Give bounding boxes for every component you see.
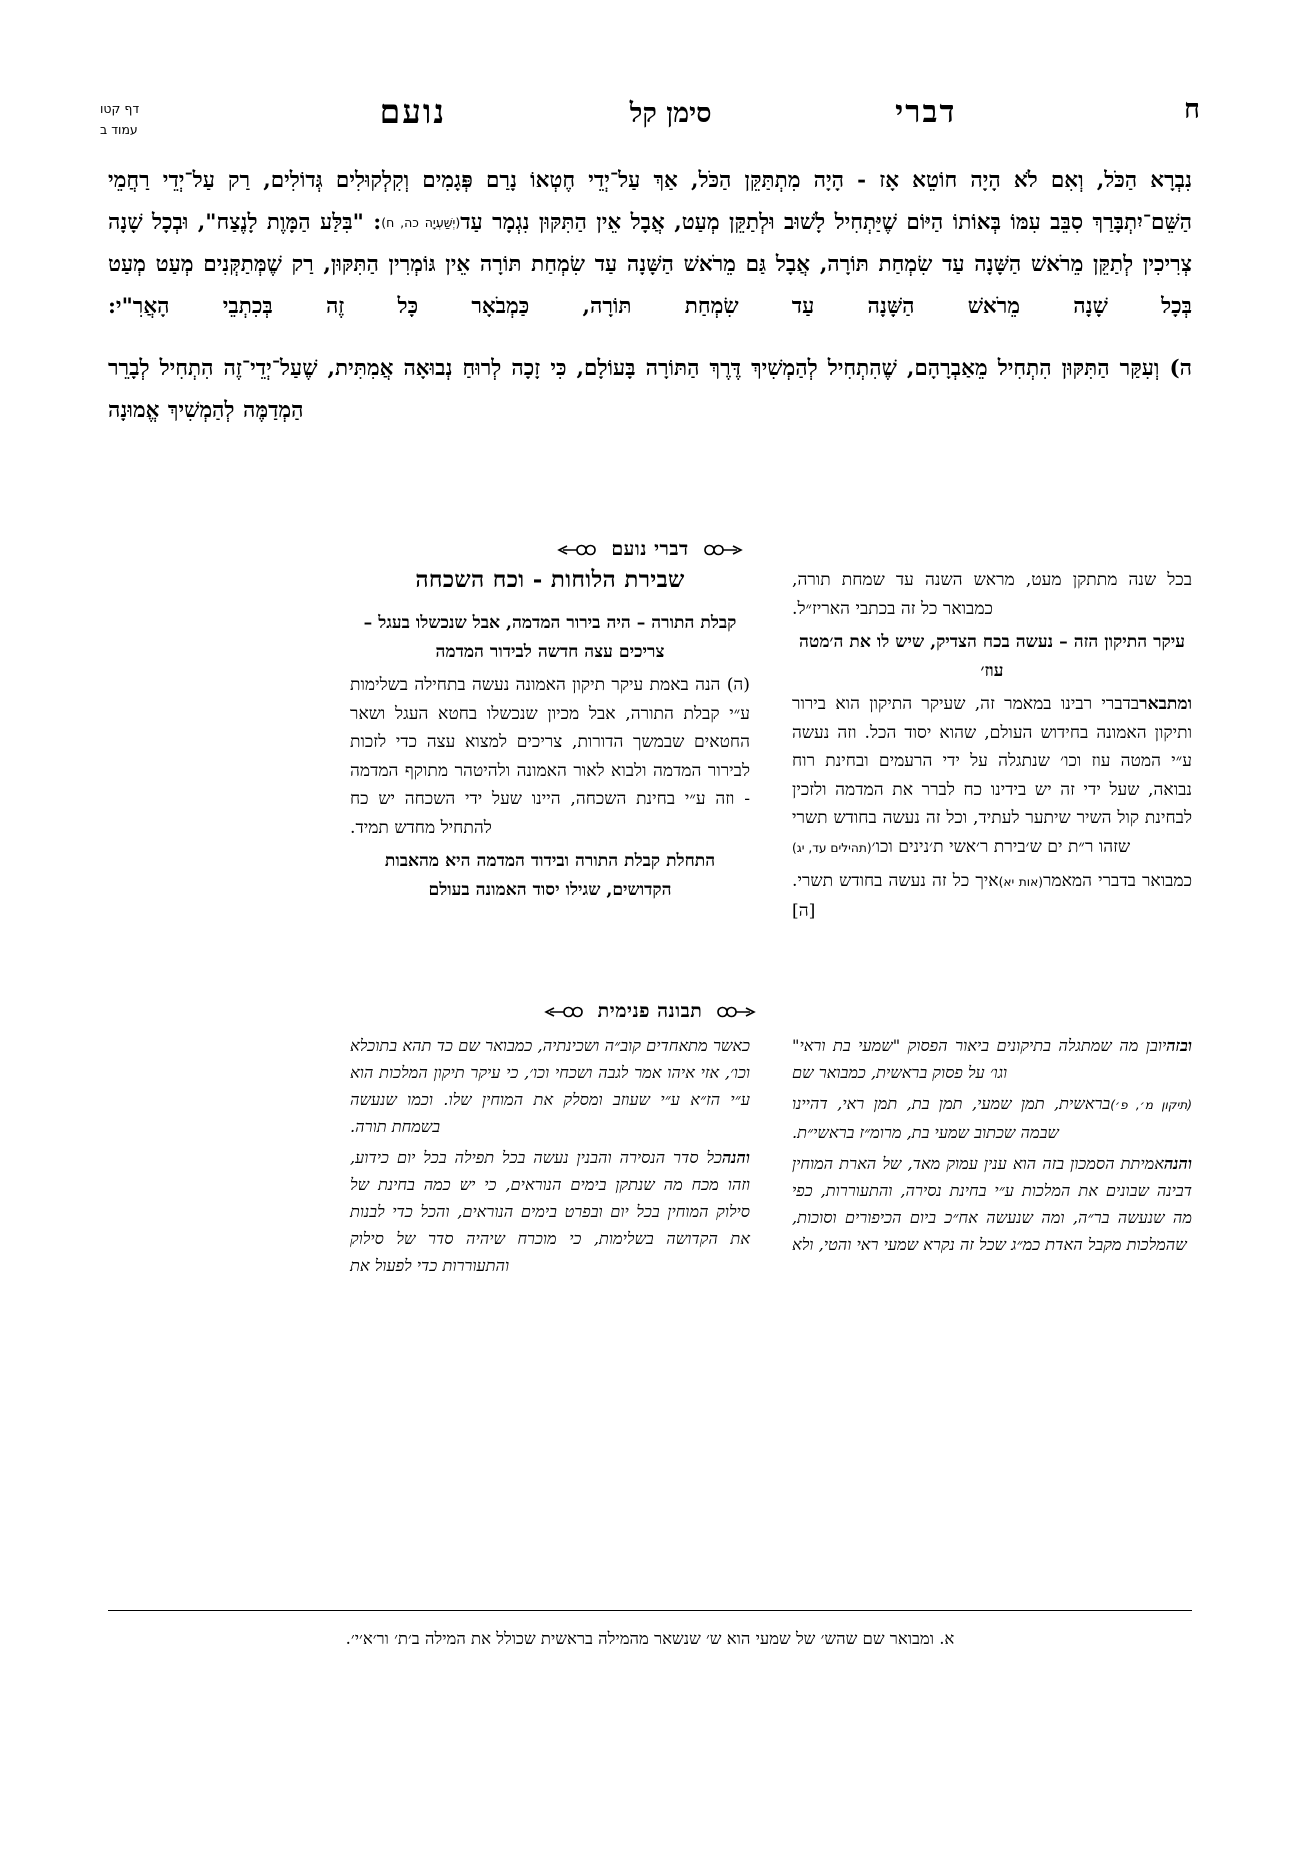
paragraph-bold-text: התחלת קבלת התורה ובידוד המדמה היא מהאבות הקדושים, שגילו יסוד האמונה בעולם bbox=[384, 851, 716, 900]
folio-line-2: עמוד ב bbox=[100, 121, 138, 137]
paragraph-bold bbox=[792, 628, 1192, 685]
paragraph-body: בראשית, תמן שמעי, תמן בת, תמן ראי, דהיינו שבמה שכתוב שמעי בת, מרומ״ז בראשי״ת. bbox=[792, 1094, 1111, 1142]
footnote-divider bbox=[108, 1610, 1192, 1611]
folio-reference bbox=[100, 92, 196, 140]
paragraph-body: כל סדר הנסירה והבנין נעשה בכל תפילה בכל יום כידוע, וזהו מכח מה שנתקן בימים הנוראים, כי יש כמה בחינת של סילוק המוחין בכל יום ובפרט בימים הנוראים, והכל כדי לבנות את הקדושה בשלימות, כי מוכרח שיהיה סדר של סילוק והתעוררות כדי לפעול את bbox=[350, 1148, 750, 1275]
section-b-columns bbox=[108, 1032, 1192, 1283]
section-a-right-column bbox=[792, 566, 1192, 930]
paragraph-lead-word: והנה bbox=[721, 1148, 750, 1167]
citation-tikunim: (תיקון מ׳, פ׳) bbox=[1110, 1098, 1192, 1112]
paragraph bbox=[350, 1144, 750, 1279]
citation-tehillim: (תהילים עד, יג) bbox=[792, 840, 872, 855]
section-a-heading: שבירת הלוחות - וכח השכחה bbox=[415, 566, 685, 593]
section-banner-divrei-noam bbox=[0, 538, 1300, 561]
paragraph-bold bbox=[350, 609, 750, 666]
footnote bbox=[108, 1626, 1192, 1652]
section-b-right-column bbox=[792, 1032, 1192, 1283]
main-paragraph-1-part-b: : "בִּלַּע הַמָּוֶת לָנֶצַח", וּבְכָל שָׁנָה צְרִיכִין לְתַקֵּן מֵרֹאשׁ הַשָּׁנָה עַד שִׂמְחַת תּוֹרָה, אֲבָל גַּם מֵרֹאשׁ הַשָּׁנָה עַד שִׂמְחַת תּוֹרָה אֵין גּוֹמְרִין הַתִּקּוּן, רַק שֶׁמְּתַקְּנִים מְעַט מְעַט בְּכָל שָׁנָה מֵרֹאשׁ הַשָּׁנָה עַד שִׂמְחַת תּוֹרָה, כַּמְבֹאָר כָּל זֶה בְּכִתְבֵי הָאֲרִ"י: bbox=[108, 210, 1192, 319]
main-vocalized-text bbox=[108, 160, 1192, 432]
page-header bbox=[100, 92, 1200, 148]
paragraph: (ה) הנה באמת עיקר תיקון האמונה נעשה בתחילה בשלימות ע״י קבלת התורה, אבל מכיון שנכשלו בחטא העגל ושאר החטאים שבמשך הדורות, צריכים למצוא עצה כדי לזכות לבירור המדמה ולבוא לאור האמונה ולהיטהר מתוקף המדמה - וזה ע״י בחינת השכחה, היינו שעל ידי השכחה יש כח להתחיל מחדש תמיד. bbox=[350, 675, 750, 838]
paragraph-bold-text: קבלת התורה – היה בירור המדמה, אבל שנכשלו בעגל – צריכים עצה חדשה לבידור המדמה bbox=[363, 613, 737, 662]
paragraph-bold-text: עיקר התיקון הזה – נעשה בכח הצדיק, שיש לו את ה׳מטה עוז׳ bbox=[799, 632, 1185, 681]
paragraph bbox=[792, 690, 1192, 862]
ornament-left-icon bbox=[544, 1004, 584, 1020]
main-paragraph-2: ה) וְעִקַּר הַתִּקּוּן הִתְחִיל מֵאַבְרָהָם, שֶׁהִתְחִיל לְהַמְשִׁיךְ דֶּרֶךְ הַתּוֹרָה בָּעוֹלָם, כִּי זָכָה לְרוּחַ נְבוּאָה אֲמִתִּית, שֶׁעַל־יְדֵי־זֶה הִתְחִיל לְבָרֵר הַמְדַמֶּה לְהַמְשִׁיךְ אֱמוּנָה bbox=[108, 356, 1192, 423]
ornament-right-icon bbox=[716, 1004, 756, 1020]
paragraph-lead-word: והנה bbox=[1163, 1154, 1192, 1173]
section-banner-tvunah-pnimit bbox=[0, 1000, 1300, 1023]
section-sign: [ה] bbox=[792, 900, 816, 921]
header-siman: סימן קל bbox=[629, 98, 712, 129]
paragraph-body: כמבואר בדברי המאמר bbox=[1042, 871, 1193, 891]
footnote-marker: א. bbox=[939, 1629, 955, 1648]
ornament-left-icon bbox=[557, 542, 597, 558]
section-a-columns bbox=[108, 566, 1192, 930]
main-paragraph-1 bbox=[108, 160, 1192, 328]
ornament-right-icon bbox=[703, 542, 743, 558]
paragraph: בכל שנה מתתקן מעט, מראש השנה עד שמחת תורה, כמבואר כל זה בכתבי האריז״ל. bbox=[792, 570, 1192, 619]
section-b-left-column bbox=[350, 1032, 750, 1283]
paragraph-bold bbox=[350, 847, 750, 904]
header-title: דברי bbox=[895, 94, 957, 130]
paragraph bbox=[792, 1150, 1192, 1258]
folio-line-1: דף קטו bbox=[100, 101, 140, 116]
section-banner-label: דברי נועם bbox=[611, 538, 689, 560]
paragraph-body-continued: איך כל זה נעשה בחודש תשרי. bbox=[792, 871, 999, 891]
page-number: ח bbox=[1184, 94, 1200, 125]
paragraph-body: בדברי רבינו במאמר זה, שעיקר התיקון הוא בירור ותיקון האמונה בחידוש העולם, שהוא יסוד הכל. וזה נעשה ע״י המטה עוז וכו׳ שנתגלה על ידי הרעמים ובחינת רוח נבואה, שעל ידי זה יש בידינו כח לברר את המדמה ולזכין לבחינת קול השיר שיתער לעתיד, וכל זה נעשה בחודש תשרי שזהו ר״ת ים ש׳בירת ר׳אשי ת׳נינים וכו׳ bbox=[792, 694, 1192, 857]
paragraph-body: אמיתת הסמכון בזה הוא ענין עמוק מאד, של הארת המוחין דבינה שבונים את המלכות ע״י בחינת נסירה, והתעוררות, כפי מה שנעשה בר״ה, ומה שנעשה אח״כ ביום הכיפורים וסוכות, שהמלכות מקבל האדת כמ״ג שכל זה נקרא שמעי ראי והטי, ולא bbox=[792, 1154, 1192, 1254]
footnote-text: ומבואר שם שהש׳ של שמעי הוא ש׳ שנשאר מהמילה בראשית שכולל את המילה ב׳ת׳ ור׳א׳י׳. bbox=[345, 1629, 934, 1648]
paragraph-lead-word: ומתבאר bbox=[1139, 694, 1192, 714]
paragraph-body: יובן מה שמתגלה בתיקונים ביאור הפסוק "שמעי בת וראי" וגו׳ על פסוק בראשית, כמבואר שם bbox=[792, 1036, 1167, 1082]
paragraph: כאשר מתאחדים קוב״ה ושכינתיה, כמבואר שם כד תהא בתוכלא וכו׳, אזי איהו אמר לגבה ושכחי וכו׳, כי עיקר תיקון המלכות הוא ע״י הז״א ע״י שעוזב ומסלק את המוחין שלו. וכמו שנעשה בשמחת תורה. bbox=[350, 1036, 750, 1136]
citation-os: (אות יא) bbox=[998, 875, 1043, 889]
citation-isaiah: (יְשַׁעְיָה כה, ח) bbox=[381, 215, 461, 230]
header-noam: נועם bbox=[379, 92, 447, 131]
paragraph bbox=[792, 1090, 1192, 1146]
section-a-left-column bbox=[350, 566, 750, 930]
section-banner-label: תבונה פנימית bbox=[597, 1000, 703, 1022]
paragraph bbox=[792, 867, 1192, 925]
main-paragraph-1-part-a: נִבְרָא הַכֹּל, וְאִם לֹא הָיָה חוֹטֵא אָז - הָיָה מִתְתַּקֵּן הַכֹּל, אַךְ עַל־יְדֵי חֶטְאוֹ נָרַם פְּגָמִים וְקִלְקוּלִים גְּדוֹלִים, רַק עַל־יְדֵי רַחֲמֵי הַשֵּׁם־יִתְבָּרַךְ סִבֵּב עִמּוֹ בְּאוֹתוֹ הַיּוֹם שֶׁיַּתְחִיל לָשׁוּב וּלְתַקֵּן מְעַט, אֲבָל אֵין הַתִּקּוּן נִגְמָר עַד bbox=[108, 168, 1193, 235]
paragraph-lead-word: ובזה bbox=[1166, 1036, 1192, 1055]
paragraph bbox=[792, 1032, 1192, 1086]
